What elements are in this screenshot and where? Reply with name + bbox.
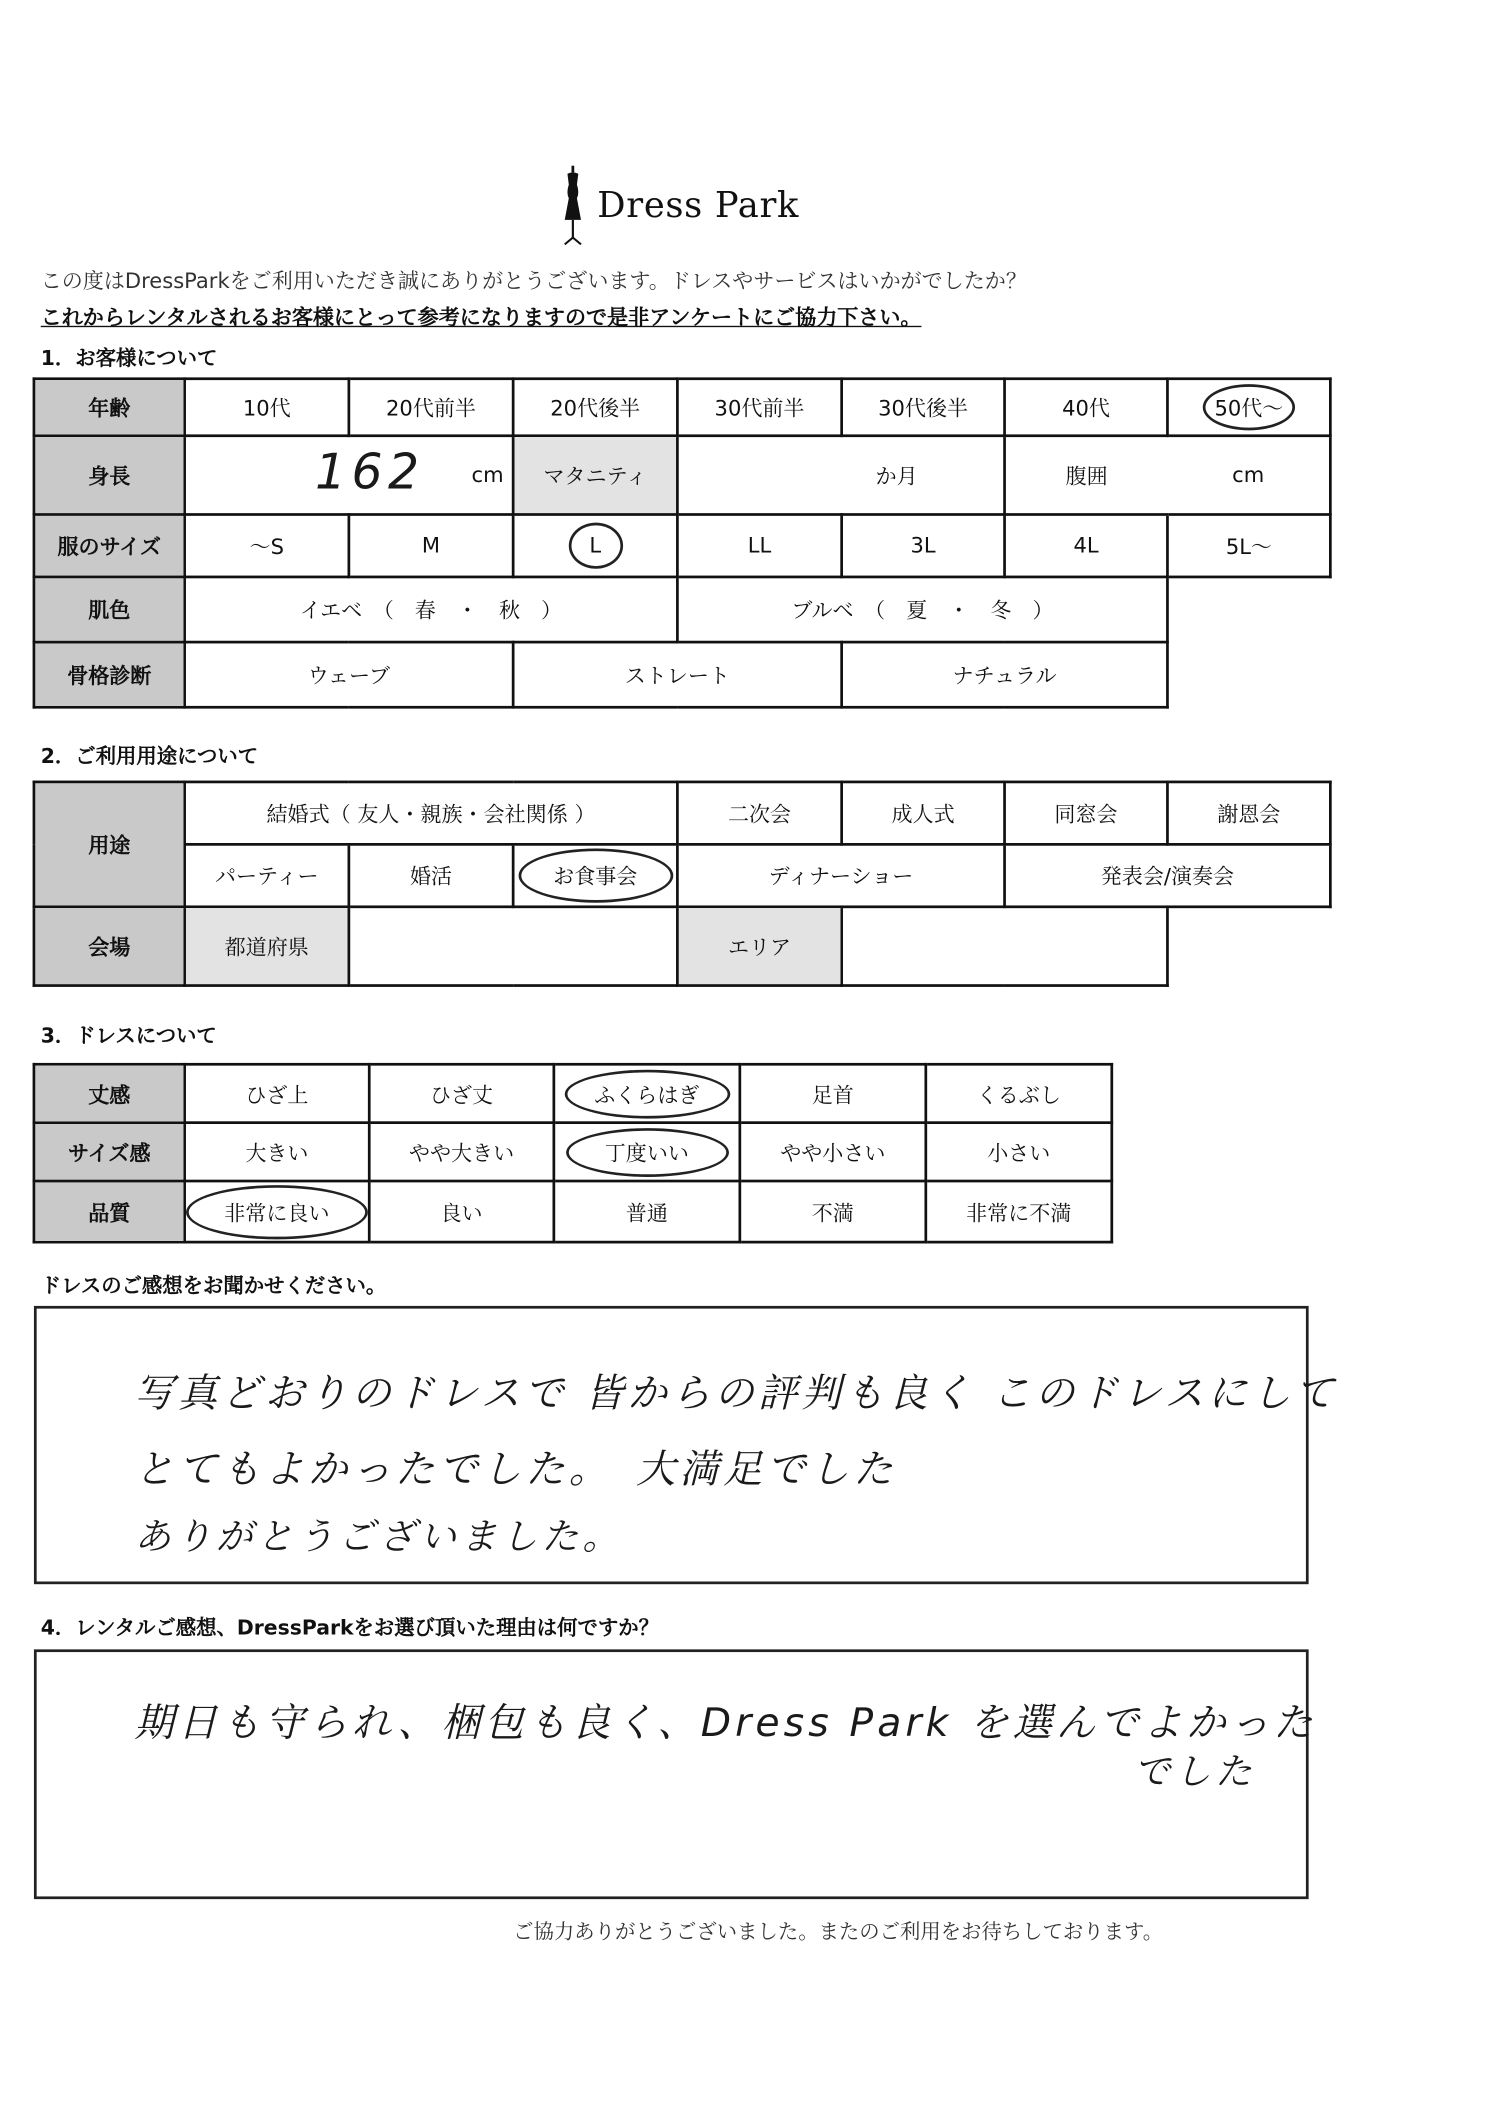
height-handwritten-value: 162	[314, 445, 425, 501]
fit-label: サイズ感	[34, 1123, 185, 1181]
customer-table	[33, 377, 1332, 708]
prefecture-label: 都道府県	[185, 907, 349, 986]
quality-option[interactable]: 普通	[554, 1181, 740, 1242]
venue-row	[34, 907, 1330, 986]
reason-line: でした	[1133, 1751, 1256, 1794]
purpose-option[interactable]: パーティー	[185, 844, 349, 906]
quality-option[interactable]: 良い	[369, 1181, 554, 1242]
fit-option[interactable]: 小さい	[926, 1123, 1112, 1181]
skin-blue-option[interactable]: ブルベ （ 夏 ・ 冬 ）	[677, 577, 1167, 642]
purpose-label: 用途	[34, 782, 185, 907]
size-option[interactable]: LL	[677, 514, 841, 576]
reason-line: 期日も守られ、梱包も良く、Dress Park を選んでよかった	[134, 1699, 1317, 1746]
purpose-row-1	[34, 782, 1330, 844]
purpose-option[interactable]: 成人式	[842, 782, 1005, 844]
purpose-option[interactable]: 二次会	[677, 782, 841, 844]
purpose-option[interactable]: 婚活	[349, 844, 513, 906]
prefecture-field[interactable]	[349, 907, 678, 986]
height-label: 身長	[34, 436, 185, 515]
purpose-option-selected[interactable]	[513, 844, 677, 906]
age-option-selected[interactable]	[1167, 379, 1330, 436]
age-option[interactable]: 30代後半	[842, 379, 1005, 436]
empty-cell	[1167, 642, 1330, 707]
length-option[interactable]: ひざ丈	[369, 1064, 554, 1122]
quality-option[interactable]: 非常に不満	[926, 1181, 1112, 1242]
skin-yellow-option[interactable]: イエベ （ 春 ・ 秋 ）	[185, 577, 678, 642]
size-label: 服のサイズ	[34, 514, 185, 576]
purpose-option[interactable]: 同窓会	[1005, 782, 1168, 844]
age-label: 年齢	[34, 379, 185, 436]
fit-option-text: 丁度いい	[604, 1140, 689, 1166]
frame-row	[34, 642, 1330, 707]
maternity-months-field[interactable]	[677, 436, 1004, 515]
size-row	[34, 514, 1330, 576]
size-option[interactable]: 3L	[842, 514, 1005, 576]
purpose-row-2	[34, 844, 1330, 906]
frame-option[interactable]: ナチュラル	[842, 642, 1168, 707]
logo-text: Dress Park	[597, 185, 800, 227]
frame-label: 骨格診断	[34, 642, 185, 707]
fit-option-selected[interactable]	[554, 1123, 740, 1181]
age-row	[34, 379, 1330, 436]
age-option[interactable]: 20代前半	[349, 379, 513, 436]
height-field[interactable]	[185, 436, 514, 515]
waist-label: 腹囲	[1005, 436, 1168, 515]
skin-row	[34, 577, 1330, 642]
waist-unit[interactable]: cm	[1167, 436, 1330, 515]
length-option[interactable]: くるぶし	[926, 1064, 1112, 1122]
height-unit: cm	[471, 462, 504, 488]
frame-option[interactable]: ウェーブ	[185, 642, 514, 707]
length-option-text: ふくらはぎ	[594, 1082, 700, 1108]
purpose-option[interactable]: ディナーショー	[677, 844, 1004, 906]
size-option[interactable]: M	[349, 514, 513, 576]
purpose-option-text: お食事会	[553, 864, 638, 890]
quality-option-text: 非常に良い	[224, 1200, 330, 1226]
dress-table	[33, 1063, 1114, 1244]
fit-row	[34, 1123, 1112, 1181]
months-unit: か月	[875, 464, 918, 489]
length-label: 丈感	[34, 1064, 185, 1122]
section-1-title: 1．お客様について	[40, 346, 218, 371]
impressions-line: とてもよかったでした。 大満足でした	[134, 1445, 897, 1492]
venue-label: 会場	[34, 907, 185, 986]
area-label: エリア	[677, 907, 841, 986]
fit-option[interactable]: 大きい	[185, 1123, 370, 1181]
impressions-line: 写真どおりのドレスで 皆からの評判も良く このドレスにして	[134, 1369, 1339, 1416]
fit-option[interactable]: やや大きい	[369, 1123, 554, 1181]
reason-textarea[interactable]	[34, 1649, 1317, 1899]
footer-thanks: ご協力ありがとうございました。またのご利用をお待ちしております。	[513, 1919, 1164, 1944]
purpose-option-wedding[interactable]: 結婚式（ 友人・親族・会社関係 ）	[185, 782, 678, 844]
section-2-title: 2．ご利用用途について	[40, 743, 259, 769]
purpose-option[interactable]: 発表会/演奏会	[1005, 844, 1331, 906]
age-option[interactable]: 20代後半	[513, 379, 677, 436]
section-3-title: 3．ドレスについて	[40, 1023, 217, 1048]
skin-label: 肌色	[34, 577, 185, 642]
height-row	[34, 436, 1330, 515]
intro-line-1: この度はDressParkをご利用いただき誠にありがとうございます。ドレスやサービスはいかがでしたか？	[40, 268, 1027, 294]
purpose-table	[33, 781, 1332, 987]
size-option-selected[interactable]	[513, 514, 677, 576]
size-option[interactable]: ～S	[185, 514, 349, 576]
frame-option[interactable]: ストレート	[513, 642, 842, 707]
size-option[interactable]: 4L	[1005, 514, 1168, 576]
impressions-textarea[interactable]	[34, 1306, 1339, 1584]
quality-option-selected[interactable]	[185, 1181, 370, 1242]
intro-line-2: これからレンタルされるお客様にとって参考になりますので是非アンケートにご協力下さい。	[40, 305, 922, 330]
quality-label: 品質	[34, 1181, 185, 1242]
empty-cell	[1167, 577, 1330, 642]
quality-option[interactable]: 不満	[740, 1181, 926, 1242]
impressions-prompt: ドレスのご感想をお聞かせください。	[40, 1273, 387, 1298]
area-field[interactable]	[842, 907, 1168, 986]
length-row	[34, 1064, 1112, 1122]
age-option[interactable]: 30代前半	[677, 379, 841, 436]
impressions-line: ありがとうございました。	[134, 1516, 624, 1559]
dress-form-icon	[559, 166, 586, 247]
empty-cell	[1167, 907, 1330, 986]
length-option[interactable]: ひざ上	[185, 1064, 370, 1122]
fit-option[interactable]: やや小さい	[740, 1123, 926, 1181]
quality-row	[34, 1181, 1112, 1242]
age-option[interactable]: 10代	[185, 379, 349, 436]
age-option[interactable]: 40代	[1005, 379, 1168, 436]
length-option-selected[interactable]	[554, 1064, 740, 1122]
size-option[interactable]: 5L～	[1167, 514, 1330, 576]
length-option[interactable]: 足首	[740, 1064, 926, 1122]
purpose-option[interactable]: 謝恩会	[1167, 782, 1330, 844]
size-option-text: L	[589, 533, 602, 558]
section-4-title: 4．レンタルご感想、DressParkをお選び頂いた理由は何ですか？	[40, 1615, 659, 1640]
maternity-label: マタニティ	[513, 436, 677, 515]
dresspark-logo	[559, 163, 799, 250]
age-option-text: 50代～	[1214, 396, 1284, 421]
